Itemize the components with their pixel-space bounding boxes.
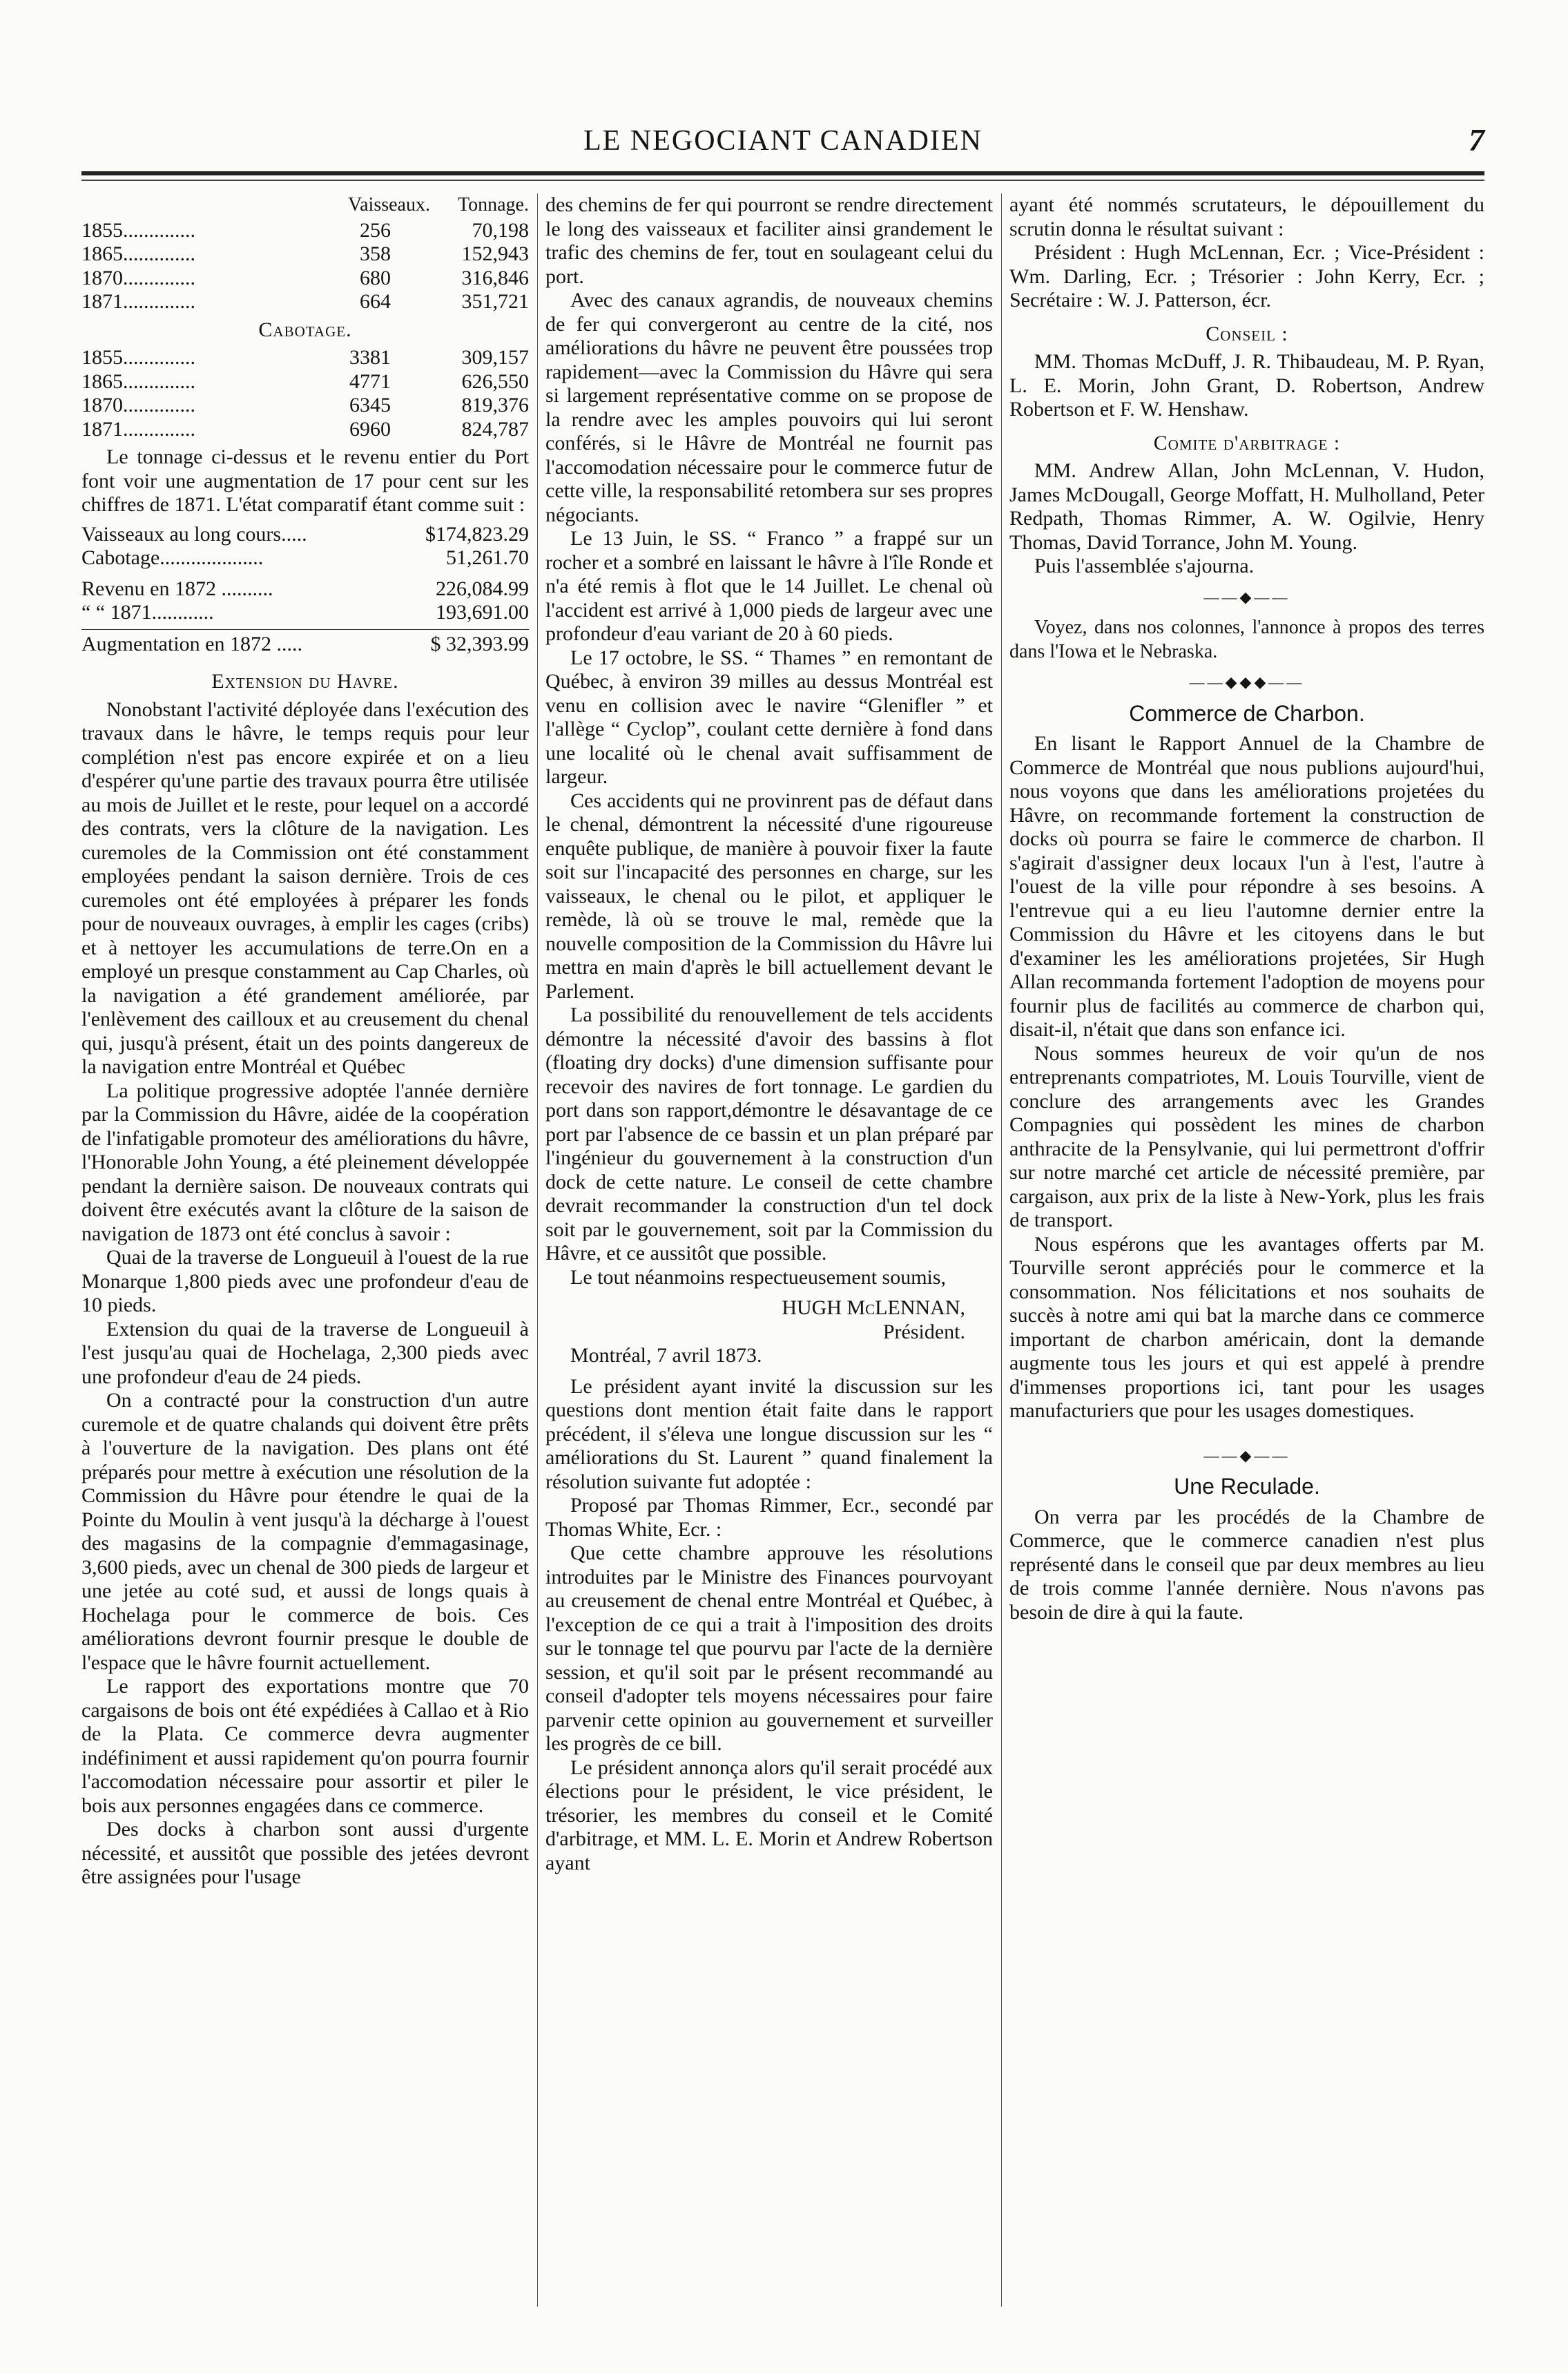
column-3 (1009, 193, 1484, 1624)
article-body (1009, 193, 1484, 313)
cabotage-table (81, 346, 529, 441)
col-vessels-label: Vaisseaux. (348, 194, 430, 215)
paragraph: Avec des canaux agrandis, de nouveaux chemins de fer qui convergeront au centre de la cité, nos améliorations du hâvre ne peuvent être poussées trop rapidement—avec la Commission du Hâvre qui sera si largement représentative comme on se propose de la rendre avec les amples pouvoirs qui lui seront conférés, si le Hâvre de Montréal ne fournit pas l'accomodation nécessaire pour le commerce futur de cette ville, la responsabilité retombera sur ses propres négociants. (545, 289, 993, 526)
year-cell: 1871.............. (81, 290, 195, 313)
table-row (81, 267, 529, 291)
header-rule (81, 171, 1484, 175)
value-cells (273, 370, 529, 394)
article-body (1009, 732, 1484, 1423)
value-cell: 226,084.99 (436, 577, 529, 600)
value-cells (273, 394, 529, 418)
value-cell: $174,823.29 (425, 522, 529, 546)
value-cell: 193,691.00 (436, 601, 529, 624)
table-row (81, 370, 529, 394)
value-cells (273, 346, 529, 370)
tonnage-cell: 309,157 (461, 346, 529, 369)
table-row (81, 242, 529, 267)
paragraph: La possibilité du renouvellement de tels accidents démontre la nécessité d'avoir des bassins à flot (floating dry docks) d'une dimension suffisante pour recevoir des navires de fort tonnage. Le gardien du port dans son rapport,démontre le désavantage de ce port par l'absence de ce bassin et un plan préparé par l'ingénieur du gouvernement à la construction d'un dock de cette nature. Le conseil de cette chambre devrait recommander la construction d'un tel dock soit par le gouvernement, soit par la Commission du Hâvre, et ce aussitôt que possible. (545, 1003, 993, 1265)
augmentation-row (81, 629, 529, 657)
ornament-divider: ——◆—— (1203, 1446, 1290, 1464)
paragraph: Ces accidents qui ne provinrent pas de défaut dans le chenal, démontrent la nécessité d'une rigoureuse enquête publique, de manière à pouvoir fixer la faute soit sur l'incapacité des personnes en charge, sur les vaisseaux, le chenal ou le pilot, et appliquer le remède, là où se trouve le mal, remède que la nouvelle composition de la Commission du Hâvre lui mettra en main d'après le bill actuellement devant le Parlement. (545, 789, 993, 1003)
vessels-cell: 4771 (349, 369, 391, 393)
ornament-divider: ——◆—— (1203, 588, 1290, 606)
paragraph: Quai de la traverse de Longueuil à l'ouest de la rue Monarque 1,800 pieds avec une profondeur d'eau de 10 pieds. (81, 1246, 529, 1316)
tonnage-cell: 626,550 (461, 369, 529, 393)
table-row (81, 346, 529, 370)
signature-title: Président. (882, 1320, 965, 1343)
arbitrage-members: MM. Andrew Allan, John McLennan, V. Hudon, James McDougall, George Moffatt, H. Mulholland, Peter Redpath, Thomas Rimmer, A. W. Ogilvie, Henry Thomas, David Torrance, John M. Young. (1009, 459, 1484, 554)
signature-name: HUGH McLENNAN, (782, 1296, 965, 1319)
paragraph: Le tout néanmoins respectueusement soumis, (570, 1265, 947, 1289)
paragraph: des chemins de fer qui pourront se rendre directement le long des vaisseaux et faciliter ainsi grandement le trafic des chemins de fer, tout en soulageant celui du port. (545, 193, 993, 288)
vessels-cell: 6345 (349, 394, 391, 416)
value-cell: 51,261.70 (446, 546, 529, 569)
page-header (81, 117, 1484, 180)
comparison-table (81, 523, 529, 570)
paragraph: Le tonnage ci-dessus et le revenu entier du Port font voir une augmentation de 17 pour cent sur les chiffres de 1871. L'état comparatif étant comme suit : (81, 445, 529, 516)
year-cell: 1855.............. (81, 346, 195, 369)
paragraph: Nonobstant l'activité déployée dans l'exécution des travaux dans le hâvre, le temps requis pour leur complétion n'est pas encore expirée et on a lieu d'espérer qu'une partie des travaux pourra être utilisée au mois de Juillet et le reste, pour lequel on a accordé des contrats, vers la clôture de la navigation. Les curemoles de la Commission ont été constamment employées pendant la saison dernière. Trois de ces curemoles ont été employées à préparer les fonds pour de nouveaux ouvrages, à emplir les cages (cribs) et à nettoyer les accumulations de terre.On en a employé un presque constamment au Cap Charles, où la navigation a été grandement améliorée, par l'enlèvement des cailloux et au creusement du chenal qui, jusqu'à présent, était un des points dangereux de la navigation entre Montréal et Québec (81, 698, 529, 1078)
year-cell: 1870.............. (81, 266, 195, 289)
paragraph: On verra par les procédés de la Chambre de Commerce, que le commerce canadien n'est plus représenté dans le conseil que par deux membres au lieu de trois comme l'année dernière. Nous n'avons pas besoin de dire à qui la faute. (1009, 1505, 1484, 1624)
year-cell: 1855.............. (81, 218, 195, 242)
label-cell: Cabotage.................... (81, 546, 264, 569)
paragraph: Le président annonça alors qu'il serait procédé aux élections pour le président, le vice président, le trésorier, les membres du conseil et le Comité d'arbitrage, et MM. L. E. Morin et Andrew Robertson ayant (545, 1756, 993, 1874)
col-tonnage-label: Tonnage. (457, 194, 529, 215)
table-row (81, 546, 529, 570)
adjournment: Puis l'assemblée s'ajourna. (1034, 555, 1255, 577)
cabotage-heading: Cabotage. (258, 318, 352, 341)
table-row (81, 290, 529, 314)
section-heading: Commerce de Charbon. (1129, 700, 1365, 726)
paragraph: En lisant le Rapport Annuel de la Chambre de Commerce de Montréal que nous publions aujourd'hui, nous voyons que dans les améliorations projetées du Hâvre, on recommande fortement la construction de docks où pourra se faire le commerce de charbon. Il s'agirait d'assigner deux locaux l'un à l'est, l'autre à l'ouest de la ville pour répondre à ses besoins. A l'entrevue qui a eu lieu l'automne dernier entre la Commission du Hâvre et les citoyens dans le but d'examiner les les améliorations projetées, Sir Hugh Allan recommanda fortement l'adoption de moyens pour fournir plus de facilités au commerce de charbon qui, disait-il, n'était que dans son enfance ici. (1009, 732, 1484, 1041)
vessels-cell: 680 (360, 266, 391, 289)
port-traffic-table (81, 219, 529, 314)
year-cell: 1870.............. (81, 394, 195, 416)
paragraph: Président : Hugh McLennan, Ecr. ; Vice-Président : Wm. Darling, Ecr. ; Trésorier : John Kerry, Ecr. ; Secrétaire : W. J. Patterson, écr. (1009, 241, 1484, 311)
paragraph: ayant été nommés scrutateurs, le dépouillement du scrutin donna le résultat suivant : (1009, 193, 1484, 240)
paragraph: On a contracté pour la construction d'un autre curemole et de quatre chalands qui doivent être prêts à l'ouverture de la navigation. Des plans ont été préparés pour mettre à exécution une résolution de la Commission du Hâvre pour étendre le quai de la Pointe du Moulin à vent jusqu'à la décharge à l'ouest des magasins de la compagnie d'emmagasinage, 3,600 pieds, avec un chenal de 300 pieds de largeur et une jetée au coté sud, et aussi de longs quais à Hochelaga pour le commerce de bois. Ces améliorations devront fournir presque le double de l'espace que le hâvre fournit actuellement. (81, 1389, 529, 1674)
table-row (81, 601, 529, 625)
conseil-members: MM. Thomas McDuff, J. R. Thibaudeau, M. P. Ryan, L. E. Morin, John Grant, D. Robertson, Andrew Robertson et F. W. Henshaw. (1009, 350, 1484, 421)
vessels-cell: 6960 (349, 417, 391, 441)
newspaper-title: LE NEGOCIANT CANADIEN (583, 125, 983, 157)
tonnage-cell: 819,376 (461, 394, 529, 416)
column-1 (81, 193, 529, 1890)
paragraph: Que cette chambre approuve les résolutions introduites par le Ministre des Finances pourvoyant au creusement de chenal entre Montréal et Québec, à l'exception de ce qui a trait à l'imposition des droits sur le tonnage tel que pourvu par l'acte de la dernière session, et qu'il soit par le présent recommandé au conseil d'adopter tels moyens nécessaires pour faire parvenir cette opinion au gouvernement et surveiller les progrès de ce bill. (545, 1541, 993, 1755)
paragraph: Le 13 Juin, le SS. “ Franco ” a frappé sur un rocher et a sombré en laissant le hâvre à l'île Ronde et n'a été remis à flot que le 14 Juillet. Le chenal où l'accident est arrivé à 1,000 pieds de largeur avec une profondeur d'eau variant de 20 à 60 pieds. (545, 527, 993, 645)
value-cells (273, 290, 529, 314)
vessels-cell: 358 (360, 242, 391, 265)
paragraph: Le président ayant invité la discussion sur les questions dont mention était faite dans le rapport précédent, il s'éleva une longue discussion sur les “ améliorations du St. Laurent ” quand finalement la résolution suivante fut adoptée : (545, 1374, 993, 1493)
conseil-heading: Conseil : (1206, 322, 1288, 345)
paragraph: Le 17 octobre, le SS. “ Thames ” en remontant de Québec, à environ 39 milles au dessus Montréal est venu en collision avec le navire “Glenifler ” et l'allège “ Cyclop”, coulant cette dernière à fond dans une localité où le chenal avait suffisamment de largeur. (545, 646, 993, 788)
value-cells (273, 219, 529, 243)
label-cell: “ “ 1871............ (81, 601, 214, 624)
table-header (81, 193, 529, 218)
tonnage-cell: 824,787 (461, 417, 529, 441)
place-date: Montréal, 7 avril 1873. (570, 1344, 762, 1367)
arbitrage-heading: Comite d'arbitrage : (1153, 431, 1341, 454)
column-separator (1001, 193, 1002, 2307)
paragraph: Proposé par Thomas Rimmer, Ecr., secondé par Thomas White, Ecr. : (545, 1494, 993, 1541)
year-cell: 1865.............. (81, 369, 195, 393)
column-2 (545, 193, 993, 1875)
augmentation-label: Augmentation en 1872 ..... (81, 632, 302, 655)
newspaper-page (81, 117, 1484, 2314)
value-cells (273, 242, 529, 267)
paragraph: Nous espérons que les avantages offerts par M. Tourville seront appréciés pour le commerce et la consommation. Nos félicitations et nos souhaits de succès à notre ami qui bat la marche dans ce commerce important de charbon américain, dont la demande augmente tous les jours et qui est appelé à prendre d'immenses proportions ici, tant pour les usages manufacturiers que pour les usages domestiques. (1009, 1232, 1484, 1422)
paragraph: La politique progressive adoptée l'année dernière par la Commission du Hâvre, aidée de la coopération de l'infatigable promoteur des améliorations du hâvre, l'Honorable John Young, a été pleinement développée pendant la dernière saison. De nouveaux contrats qui doivent être exécutés avant la clôture de la saison de navigation de 1873 ont été conclus à savoir : (81, 1079, 529, 1245)
section-heading: Une Reculade. (1174, 1474, 1320, 1499)
year-cell: 1871.............. (81, 417, 195, 441)
vessels-cell: 256 (360, 218, 391, 242)
paragraph: Le rapport des exportations montre que 70 cargaisons de bois ont été expédiées à Callao et à Rio de la Plata. Ce commerce devra augmenter indéfiniment et aussi rapidement qu'on pourra fournir l'accomodation nécessaire pour assortir et piler le bois aux personnes engagées dans ce commerce. (81, 1675, 529, 1817)
table-row (81, 577, 529, 602)
table-row (81, 394, 529, 418)
tonnage-cell: 70,198 (472, 218, 529, 242)
column-separator (537, 193, 538, 2307)
table-row (81, 418, 529, 442)
table-row (81, 219, 529, 243)
revenue-table (81, 577, 529, 625)
article-body (545, 193, 993, 1289)
article-body (545, 1375, 993, 1876)
value-cells (273, 267, 529, 291)
vessels-cell: 3381 (349, 346, 391, 369)
label-cell: Vaisseaux au long cours..... (81, 522, 307, 546)
label-cell: Revenu en 1872 .......... (81, 577, 273, 600)
page-number: 7 (1469, 122, 1484, 157)
section-heading: Extension du Havre. (211, 670, 399, 693)
tonnage-cell: 351,721 (461, 290, 529, 313)
tonnage-cell: 152,943 (461, 242, 529, 265)
ornament-divider: ——◆◆◆—— (1189, 673, 1305, 691)
year-cell: 1865.............. (81, 242, 195, 265)
augmentation-value: $ 32,393.99 (430, 632, 529, 655)
paragraph: Nous sommes heureux de voir qu'un de nos entreprenants compatriotes, M. Louis Tourville, vient de conclure des arrangements avec les Grandes Compagnies qui possèdent les mines de charbon anthracite de la Pensylvanie, qui lui permettront d'offrir sur notre marché cet article de nécessité première, par cargaison, aux prix de la liste à New-York, plus les frais de transport. (1009, 1041, 1484, 1231)
vessels-cell: 664 (360, 290, 391, 313)
tonnage-cell: 316,846 (461, 266, 529, 289)
header-rule-thin (81, 180, 1484, 181)
notice: Voyez, dans nos colonnes, l'annonce à propos des terres dans l'Iowa et le Nebraska. (1009, 617, 1484, 662)
table-row (81, 523, 529, 547)
paragraph: Extension du quai de la traverse de Longueuil à l'est jusqu'au quai de Hochelaga, 2,300 pieds avec une profondeur d'eau de 24 pieds. (81, 1317, 529, 1388)
value-cells (273, 418, 529, 442)
article-body (81, 698, 529, 1890)
paragraph: Des docks à charbon sont aussi d'urgente nécessité, et aussitôt que possible des jetées devront être assignées pour l'usage (81, 1818, 529, 1888)
